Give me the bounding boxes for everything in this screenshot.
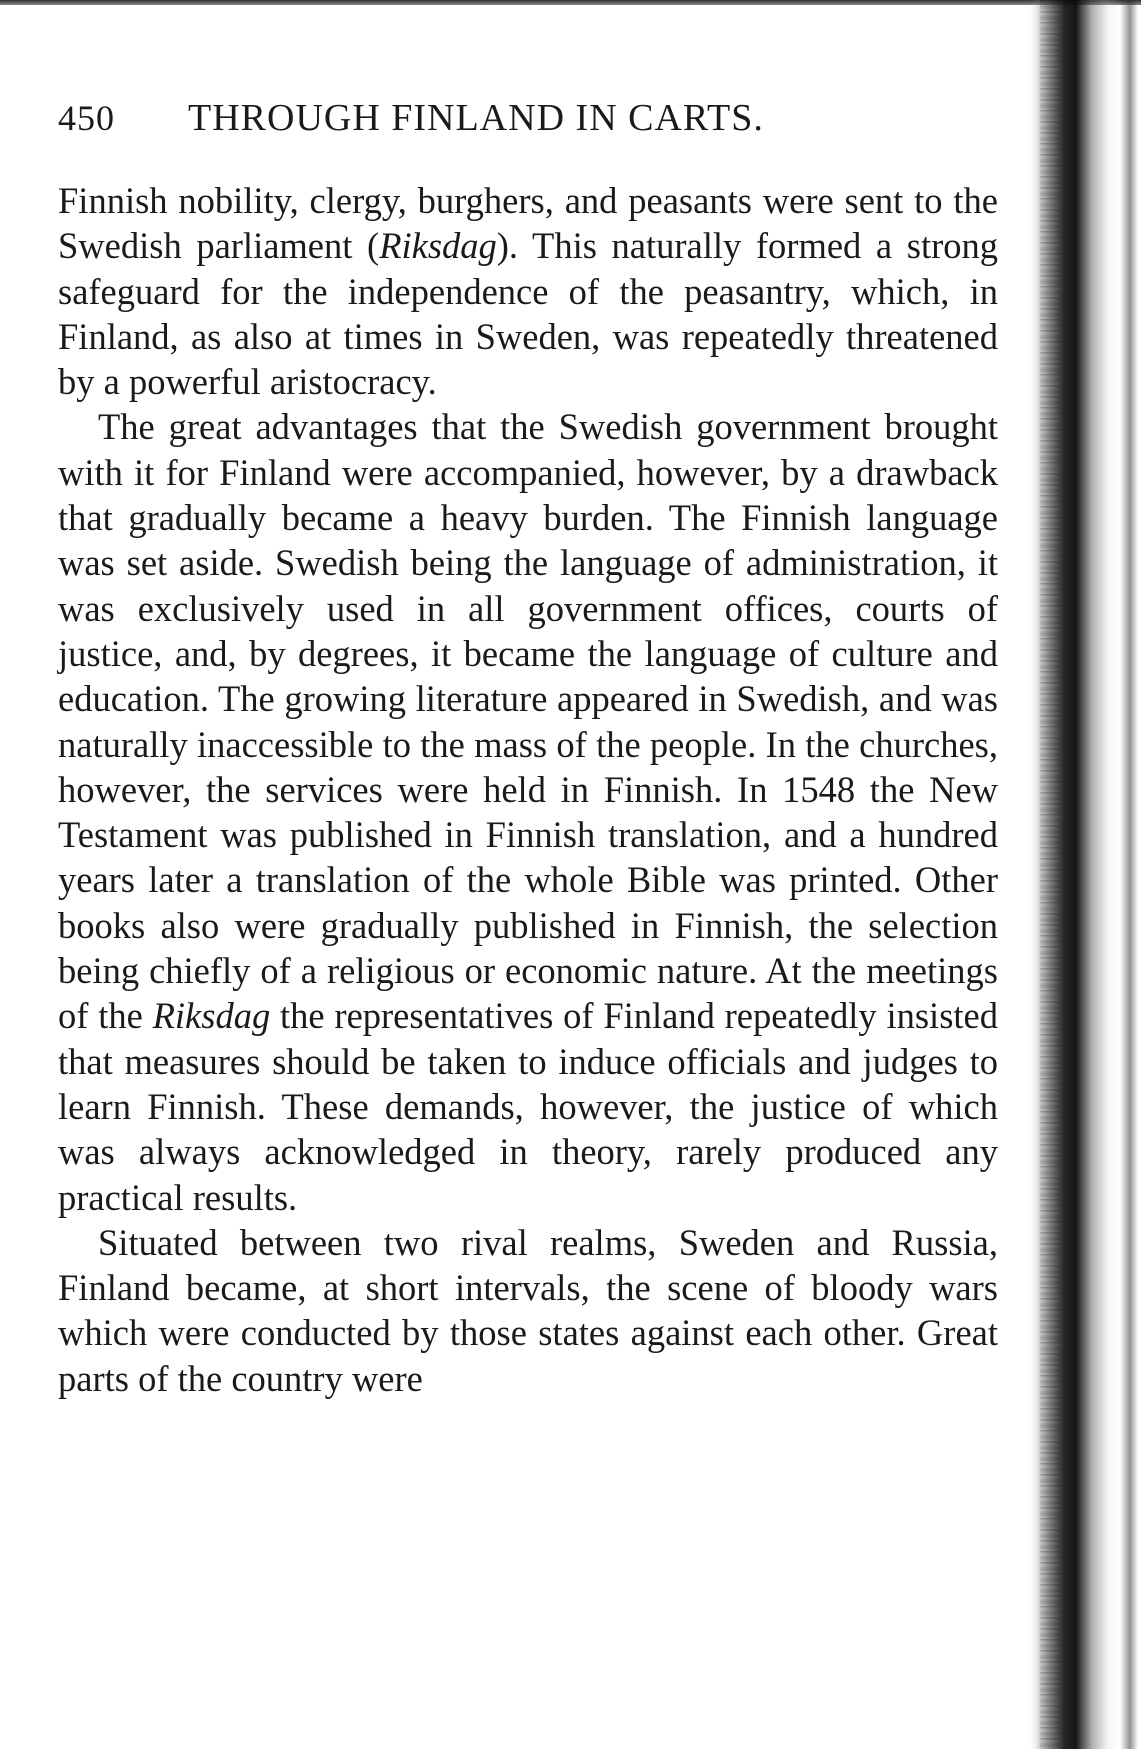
- top-edge-shadow: [0, 0, 1141, 5]
- text-run: the representatives of Finland repeatedly insisted that measures should be taken to induce officials and judges to learn Finnish. These demands, however, the justice of which was always acknowledged in theory, rarely produced any practical results.: [58, 995, 998, 1218]
- paragraph: [58, 1220, 998, 1401]
- page-header: [58, 96, 998, 144]
- italic-term: Riksdag: [379, 225, 497, 267]
- page-number: 450: [58, 98, 115, 138]
- italic-term: Riksdag: [152, 995, 271, 1037]
- paragraph: [58, 404, 998, 1219]
- text-run: The great advantages that the Swedish government brought with it for Finland were accompanied, however, by a drawback that gradually became a heavy burden. The Finnish language was set aside. Swedish being the language of administration, it was exclusively used in all government offices, courts of justice, and, by degrees, it became the language of culture and education. The growing literature appeared in Swedish, and was naturally inaccessible to the mass of the people. In the churches, however, the services were held in Finnish. In 1548 the New Testament was published in Finnish translation, and a hundred years later a translation of the whole Bible was printed. Other books also were gradually published in Finnish, the selection being chiefly of a religious or economic nature. At the meetings of the: [58, 406, 998, 1037]
- body-text: [58, 178, 998, 1401]
- text-run: Situated between two rival realms, Sweden and Russia, Finland became, at short intervals, the scene of bloody wars which were conducted by those states against each other. Great parts of the country were: [58, 1221, 998, 1399]
- paragraph: [58, 178, 998, 404]
- binding-speckle: [1040, 0, 1060, 1749]
- book-page: [58, 96, 998, 1401]
- text-run: Finnish nobility, clergy, burghers, and peasants were sent to the Swedish parliament (: [58, 180, 998, 267]
- text-run: ). This naturally formed a strong safeguard for the independence of the peasantry, which, in Finland, as also at times in Sweden, was repeatedly threatened by a powerful aristocracy.: [58, 225, 998, 403]
- running-title: THROUGH FINLAND IN CARTS.: [188, 97, 764, 139]
